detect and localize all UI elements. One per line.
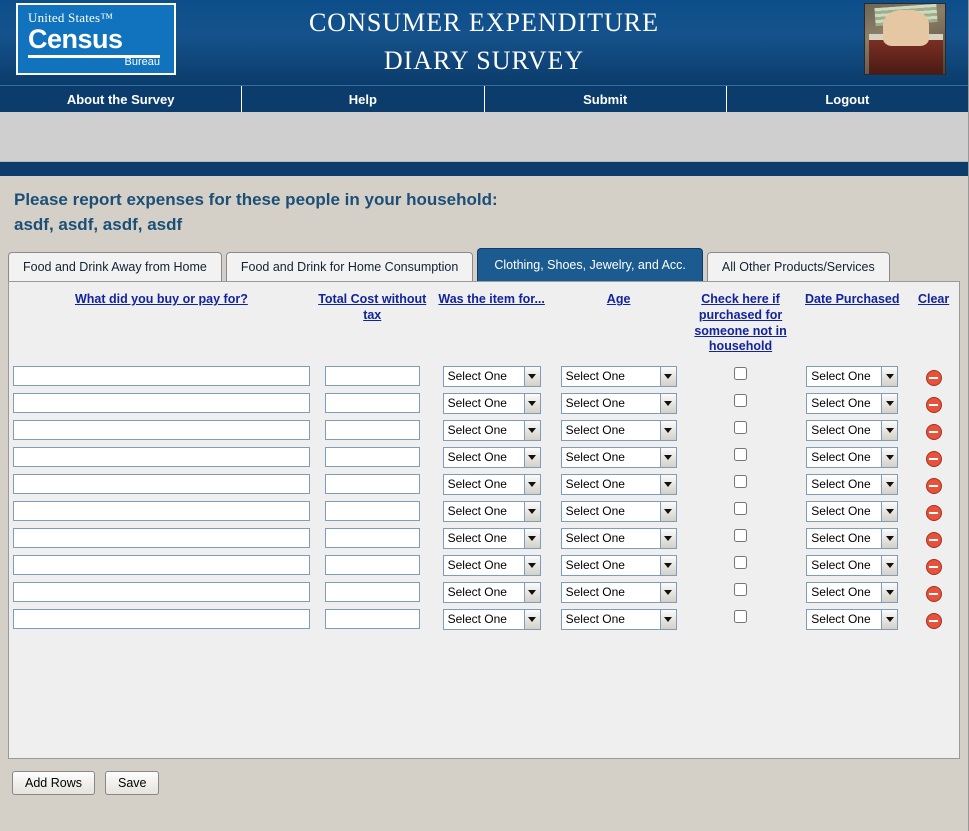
chevron-down-icon [881,421,897,440]
column-header-age-link[interactable]: Age [606,292,631,307]
column-header-date-purchased-link[interactable]: Date Purchased [805,292,900,307]
cell-age [553,498,685,525]
cell-not-in-household [685,579,797,606]
date-purchased-select[interactable] [806,609,898,630]
clear-row-icon[interactable] [926,586,942,602]
cell-item-for [431,498,553,525]
logo-line-1: United States™ [28,9,114,25]
date-purchased-select-value: Select One [811,450,871,465]
description-input[interactable] [13,366,310,386]
column-header-clear-link[interactable]: Clear [917,292,950,307]
cell-date-purchased [796,606,908,633]
total-cost-input[interactable] [325,609,420,629]
column-header-not-in-household-link[interactable]: Check here if purchased for someone not in household [694,292,787,354]
cell-item-for [431,552,553,579]
age-select-value: Select One [565,612,625,627]
table-header-row [9,282,959,363]
age-select-value: Select One [565,423,625,438]
cell-description [9,498,314,525]
cell-clear [908,606,959,633]
date-purchased-select-value: Select One [811,369,871,384]
total-cost-input[interactable] [325,420,420,440]
total-cost-input[interactable] [325,393,420,413]
table-row [9,363,959,390]
page-title [0,4,968,79]
page-title-line-1: CONSUMER EXPENDITURE [308,8,660,37]
cell-date-purchased [796,498,908,525]
cell-item-for [431,444,553,471]
cell-total-cost [314,498,431,525]
age-select[interactable] [561,555,677,576]
chevron-down-icon [660,367,676,386]
description-input[interactable] [13,501,310,521]
cell-date-purchased [796,552,908,579]
cell-age [553,363,685,390]
cell-age [553,390,685,417]
table-row [9,552,959,579]
clear-row-icon[interactable] [926,451,942,467]
cell-not-in-household [685,606,797,633]
total-cost-input[interactable] [325,501,420,521]
logo-line-2: Census [28,23,123,54]
chevron-down-icon [524,583,540,602]
table-row [9,579,959,606]
date-purchased-select-value: Select One [811,531,871,546]
chevron-down-icon [881,610,897,629]
table-row [9,471,959,498]
column-header-item-for [431,282,553,363]
cell-description [9,363,314,390]
item-for-select[interactable] [443,555,541,576]
cell-not-in-household [685,363,797,390]
cell-date-purchased [796,471,908,498]
description-input[interactable] [13,474,310,494]
table-row [9,444,959,471]
age-select-value: Select One [565,531,625,546]
date-purchased-select[interactable] [806,528,898,549]
add-rows-button[interactable]: Add Rows [12,771,95,795]
chevron-down-icon [524,502,540,521]
date-purchased-select[interactable] [806,366,898,387]
banner-photo-icon [864,3,946,75]
date-purchased-select-value: Select One [811,504,871,519]
cell-description [9,579,314,606]
chevron-down-icon [524,610,540,629]
date-purchased-select[interactable] [806,555,898,576]
cell-not-in-household [685,390,797,417]
age-select-value: Select One [565,477,625,492]
date-purchased-select-value: Select One [811,423,871,438]
cell-age [553,579,685,606]
cell-item-for [431,579,553,606]
chevron-down-icon [881,502,897,521]
household-prompt-text: Please report expenses for these people in your household: [14,190,498,209]
clear-row-icon[interactable] [926,532,942,548]
age-select-value: Select One [565,585,625,600]
cell-clear [908,390,959,417]
description-input[interactable] [13,582,310,602]
cell-age [553,606,685,633]
expense-table-head [9,282,959,363]
page-title-line-2: DIARY SURVEY [383,45,585,75]
age-select[interactable] [561,366,677,387]
not-in-household-checkbox[interactable] [734,367,747,380]
total-cost-input[interactable] [325,447,420,467]
expense-entry-panel [8,281,960,759]
item-for-select[interactable] [443,366,541,387]
chevron-down-icon [881,367,897,386]
item-for-select-value: Select One [447,423,507,438]
cell-description [9,552,314,579]
description-input[interactable] [13,420,310,440]
item-for-select[interactable] [443,420,541,441]
not-in-household-checkbox[interactable] [734,448,747,461]
chevron-down-icon [881,556,897,575]
form-actions [0,759,968,795]
expense-table-body [9,363,959,633]
chevron-down-icon [524,394,540,413]
age-select[interactable] [561,501,677,522]
cell-item-for [431,471,553,498]
total-cost-input[interactable] [325,555,420,575]
cell-description [9,390,314,417]
cell-age [553,552,685,579]
cell-date-purchased [796,390,908,417]
cell-not-in-household [685,525,797,552]
date-purchased-select-value: Select One [811,396,871,411]
content-area [0,176,968,831]
table-row [9,525,959,552]
cell-not-in-household [685,471,797,498]
age-select-value: Select One [565,396,625,411]
description-input[interactable] [13,447,310,467]
table-row [9,498,959,525]
not-in-household-checkbox[interactable] [734,502,747,515]
chevron-down-icon [660,394,676,413]
cell-item-for [431,606,553,633]
column-header-total-cost-link[interactable]: Total Cost without tax [318,292,427,322]
item-for-select-value: Select One [447,477,507,492]
cell-description [9,471,314,498]
description-input[interactable] [13,609,310,629]
age-select[interactable] [561,447,677,468]
item-for-select-value: Select One [447,450,507,465]
cell-date-purchased [796,525,908,552]
cell-total-cost [314,390,431,417]
date-purchased-select-value: Select One [811,477,871,492]
age-select[interactable] [561,393,677,414]
chevron-down-icon [660,502,676,521]
chevron-down-icon [660,556,676,575]
cell-clear [908,444,959,471]
site-banner [0,0,968,85]
chevron-down-icon [660,475,676,494]
cell-age [553,417,685,444]
item-for-select[interactable] [443,474,541,495]
cell-date-purchased [796,363,908,390]
item-for-select-value: Select One [447,558,507,573]
chevron-down-icon [524,421,540,440]
not-in-household-checkbox[interactable] [734,394,747,407]
column-header-description-link[interactable]: What did you buy or pay for? [74,292,248,307]
expense-table [9,282,959,633]
cell-total-cost [314,471,431,498]
cell-age [553,471,685,498]
item-for-select-value: Select One [447,585,507,600]
household-prompt [0,186,968,237]
item-for-select-value: Select One [447,531,507,546]
total-cost-input[interactable] [325,474,420,494]
main-navigation [0,85,968,112]
cell-clear [908,552,959,579]
cell-total-cost [314,552,431,579]
logo-line-3: Bureau [124,56,160,69]
column-header-description [9,282,314,363]
cell-date-purchased [796,579,908,606]
cell-item-for [431,363,553,390]
chevron-down-icon [881,475,897,494]
date-purchased-select[interactable] [806,501,898,522]
table-row [9,606,959,633]
date-purchased-select[interactable] [806,420,898,441]
nav-item-submit[interactable]: Submit [485,86,727,112]
column-header-date-purchased [796,282,908,363]
item-for-select[interactable] [443,393,541,414]
age-select-value: Select One [565,369,625,384]
cell-description [9,444,314,471]
date-purchased-select[interactable] [806,582,898,603]
not-in-household-checkbox[interactable] [734,610,747,623]
tab-all-other-products-services[interactable]: All Other Products/Services [707,252,890,281]
cell-clear [908,579,959,606]
cell-date-purchased [796,417,908,444]
cell-age [553,444,685,471]
cell-age [553,525,685,552]
date-purchased-select-value: Select One [811,612,871,627]
hand-shape [883,10,929,46]
nav-item-logout[interactable]: Logout [825,91,870,107]
item-for-select-value: Select One [447,369,507,384]
not-in-household-checkbox[interactable] [734,421,747,434]
item-for-select-value: Select One [447,396,507,411]
chevron-down-icon [660,529,676,548]
table-row [9,390,959,417]
chevron-down-icon [524,556,540,575]
age-select[interactable] [561,420,677,441]
chevron-down-icon [660,583,676,602]
clear-row-icon[interactable] [926,424,942,440]
chevron-down-icon [881,529,897,548]
cell-description [9,525,314,552]
cell-not-in-household [685,552,797,579]
date-purchased-select-value: Select One [811,585,871,600]
cell-total-cost [314,606,431,633]
tab-food-drink-away-from-home[interactable]: Food and Drink Away from Home [8,252,222,281]
chevron-down-icon [881,394,897,413]
chevron-down-icon [660,421,676,440]
cell-total-cost [314,525,431,552]
cell-date-purchased [796,444,908,471]
chevron-down-icon [881,448,897,467]
clear-row-icon[interactable] [926,613,942,629]
nav-item-help[interactable]: Help [242,86,484,112]
cell-total-cost [314,417,431,444]
chevron-down-icon [660,610,676,629]
age-select[interactable] [561,582,677,603]
cell-item-for [431,390,553,417]
date-purchased-select[interactable] [806,393,898,414]
cell-not-in-household [685,444,797,471]
age-select-value: Select One [565,450,625,465]
category-tabs [0,237,968,281]
date-purchased-select[interactable] [806,447,898,468]
age-select-value: Select One [565,504,625,519]
clear-row-icon[interactable] [926,370,942,386]
cell-item-for [431,417,553,444]
item-for-select[interactable] [443,582,541,603]
total-cost-input[interactable] [325,366,420,386]
cell-not-in-household [685,498,797,525]
cell-total-cost [314,579,431,606]
date-purchased-select[interactable] [806,474,898,495]
cell-description [9,417,314,444]
clear-row-icon[interactable] [926,478,942,494]
tab-food-drink-home-consumption[interactable]: Food and Drink for Home Consumption [226,252,473,281]
tab-clothing-shoes-jewelry[interactable]: Clothing, Shoes, Jewelry, and Acc. [477,248,703,281]
table-row [9,417,959,444]
column-header-item-for-link[interactable]: Was the item for... [438,292,545,307]
cell-item-for [431,525,553,552]
description-input[interactable] [13,393,310,413]
spacer-bar [0,112,968,162]
age-select-value: Select One [565,558,625,573]
not-in-household-checkbox[interactable] [734,556,747,569]
nav-item-about-the-survey[interactable]: About the Survey [0,86,242,112]
clear-row-icon[interactable] [926,397,942,413]
cell-description [9,606,314,633]
column-header-not-in-household [685,282,797,363]
item-for-select[interactable] [443,609,541,630]
age-select[interactable] [561,474,677,495]
total-cost-input[interactable] [325,582,420,602]
not-in-household-checkbox[interactable] [734,583,747,596]
column-header-age [553,282,685,363]
item-for-select[interactable] [443,501,541,522]
not-in-household-checkbox[interactable] [734,529,747,542]
household-member-names: asdf, asdf, asdf, asdf [14,214,183,234]
age-select[interactable] [561,609,677,630]
chevron-down-icon [881,583,897,602]
description-input[interactable] [13,528,310,548]
not-in-household-checkbox[interactable] [734,475,747,488]
chevron-down-icon [524,529,540,548]
chevron-down-icon [524,367,540,386]
clear-row-icon[interactable] [926,559,942,575]
cell-clear [908,498,959,525]
cell-total-cost [314,444,431,471]
item-for-select-value: Select One [447,612,507,627]
save-button[interactable]: Save [105,771,160,795]
cell-clear [908,363,959,390]
item-for-select-value: Select One [447,504,507,519]
chevron-down-icon [524,475,540,494]
total-cost-input[interactable] [325,528,420,548]
column-header-total-cost [314,282,431,363]
date-purchased-select-value: Select One [811,558,871,573]
clear-row-icon[interactable] [926,505,942,521]
cell-clear [908,471,959,498]
chevron-down-icon [524,448,540,467]
chevron-down-icon [660,448,676,467]
cell-clear [908,417,959,444]
blue-divider [0,162,968,176]
description-input[interactable] [13,555,310,575]
age-select[interactable] [561,528,677,549]
item-for-select[interactable] [443,528,541,549]
column-header-clear [908,282,959,363]
cell-not-in-household [685,417,797,444]
item-for-select[interactable] [443,447,541,468]
cell-clear [908,525,959,552]
cell-total-cost [314,363,431,390]
